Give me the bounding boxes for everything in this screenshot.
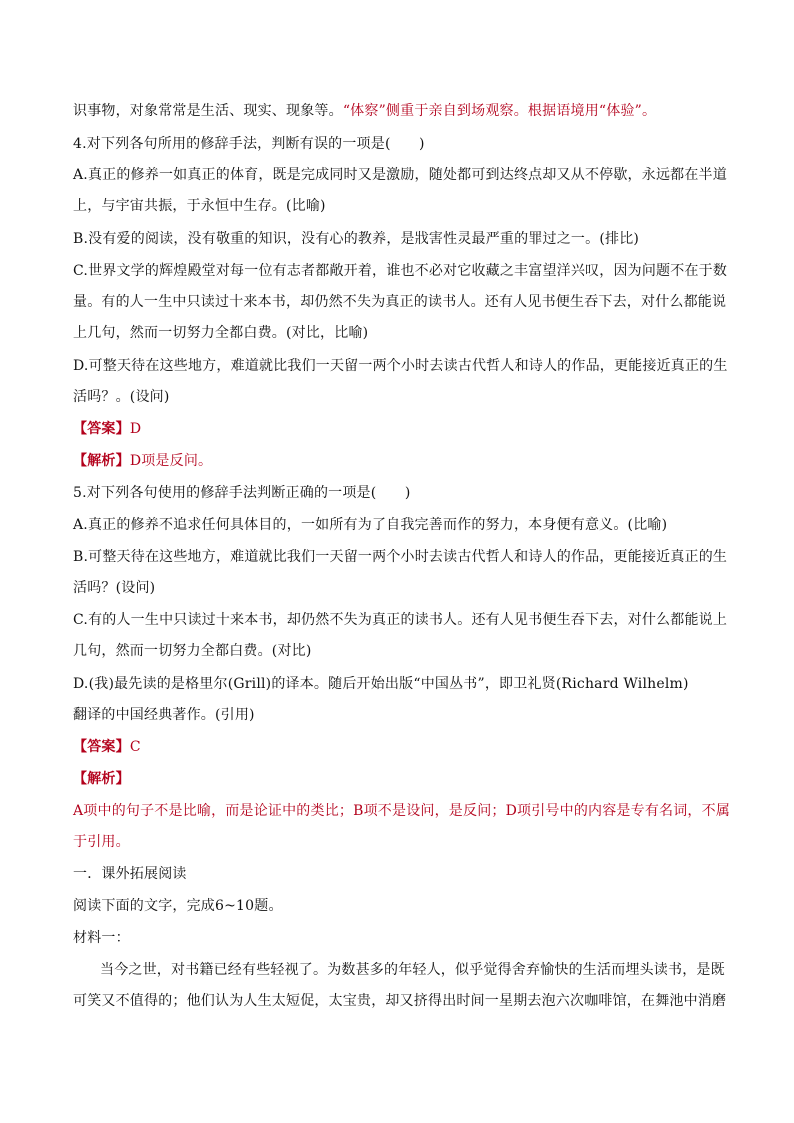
q4-option-a: A.真正的修养一如真正的体育，既是完成同时又是激励，随处都可到达终点却又从不停歇，永远都在半道 [73,167,727,183]
material-paragraph: 当今之世，对书籍已经有些轻视了。为数甚多的年轻人，似乎觉得舍弃愉快的生活而埋头读书，是既 [100,962,725,978]
q4-option-c: C.世界文学的辉煌殿堂对每一位有志者都敞开着，谁也不必对它收藏之丰富望洋兴叹，因为问题不在于数 [73,263,728,279]
q5-option-d: D.(我)最先读的是格里尔(Grill)的译本。随后开始出版“中国丛书”，即卫礼贤(Richard Wilhelm) [73,676,689,692]
section-title: 一．课外拓展阅读 [73,866,187,882]
q5-option-b: B.可整天待在这些地方，难道就比我们一天留一两个小时去读古代哲人和诗人的作品，更能接近真正的生 [73,549,728,565]
q5-option-b-cont: 活吗？(设问) [73,580,156,596]
q4-option-c-cont: 量。有的人一生中只读过十来本书，却仍然不失为真正的读书人。还有人见书便生吞下去，对什么都能说 [73,294,727,310]
q5-option-a: A.真正的修养不追求任何具体目的，一如所有为了自我完善而作的努力，本身便有意义。(比喻) [73,517,668,533]
q4-option-b: B.没有爱的阅读，没有敬重的知识，没有心的教养，是戕害性灵最严重的罪过之一。(排比) [73,231,640,247]
text-segment: 识事物，对象常常是生活、现实、现象等。 [73,103,343,119]
material-label: 材料一： [73,930,130,946]
q5-option-c-cont: 几句，然而一切努力全都白费。(对比) [73,643,312,659]
question-5-stem: 5.对下列各句使用的修辞手法判断正确的一项是( ) [73,485,411,501]
question-4-stem: 4.对下列各句所用的修辞手法，判断有误的一项是( ) [73,136,425,152]
answer-value: C [129,739,141,755]
q4-explanation [73,451,212,471]
q5-option-c: C.有的人一生中只读过十来本书，却仍然不失为真正的读书人。还有人见书便生吞下去，对什么都能说上 [73,612,728,628]
q4-answer [73,419,141,439]
section-intro: 阅读下面的文字，完成6~10题。 [73,898,283,914]
q5-explanation-text: A项中的句子不是比喻，而是论证中的类比；B项不是设问，是反问；D项引号中的内容是专有名词，不属 [73,803,731,819]
q5-explanation-label: 【解析】 [73,771,130,787]
explanation-label: 【解析】 [73,453,130,469]
text-line [73,101,656,121]
q5-answer [73,737,141,757]
q4-option-a-cont: 上，与宇宙共振，于永恒中生存。(比喻) [73,198,326,214]
explanation-text: “体察”侧重于亲自到场观察。根据语境用“体验”。 [342,103,657,119]
material-paragraph-cont: 可笑又不值得的；他们认为人生太短促，太宝贵，却又挤得出时间一星期去泡六次咖啡馆，在舞池中消磨 [73,993,727,1009]
q5-explanation-text-cont: 于引用。 [73,834,130,850]
answer-value: D [129,421,142,437]
answer-label: 【答案】 [73,739,130,755]
answer-label: 【答案】 [73,421,130,437]
q4-option-d: D.可整天待在这些地方，难道就比我们一天留一两个小时去读古代哲人和诗人的作品，更能接近真正的生 [73,358,728,374]
explanation-text: D项是反问。 [129,453,213,469]
q5-option-d-cont: 翻译的中国经典著作。(引用) [73,707,255,723]
q4-option-c-cont: 上几句，然而一切努力全都白费。(对比，比喻) [73,325,369,341]
q4-option-d-cont: 活吗？。(设问) [73,389,170,405]
